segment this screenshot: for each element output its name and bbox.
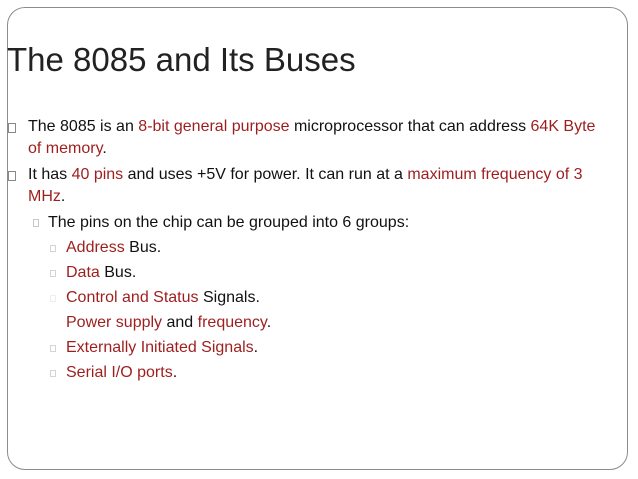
bullet-text: It has 40 pins and uses +5V for power. It can run at a maximum frequency of 3 MHz. [28,166,583,205]
group-item-external-signals: Externally Initiated Signals. [8,337,608,359]
group-item-address: Address Bus. [8,237,608,259]
bullet-item [8,164,608,208]
sub-bullet-text: The pins on the chip can be grouped into 6 groups: [48,214,410,231]
bullet-item [8,116,608,160]
bullet-text: The 8085 is an 8-bit general purpose microprocessor that can address 64K Byte of memory. [28,118,596,157]
bullet-square-icon [50,270,56,277]
slide-content [8,116,608,387]
sub-bullet-item [8,212,608,234]
group-item-control-status: Control and Status Signals. [8,287,608,309]
bullet-square-icon [50,345,56,352]
bullet-square-icon [50,295,56,302]
bullet-square-icon [8,123,16,133]
slide-title: The 8085 and Its Buses [7,41,356,78]
bullet-square-icon [50,370,56,377]
bullet-square-icon [33,219,39,227]
group-item-power-frequency: Power supply and frequency. [8,312,608,334]
bullet-square-icon [8,171,16,181]
group-item-data: Data Bus. [8,262,608,284]
bullet-square-icon [50,245,56,252]
group-item-serial-io: Serial I/O ports. [8,362,608,384]
bullet-square-icon [50,320,56,327]
